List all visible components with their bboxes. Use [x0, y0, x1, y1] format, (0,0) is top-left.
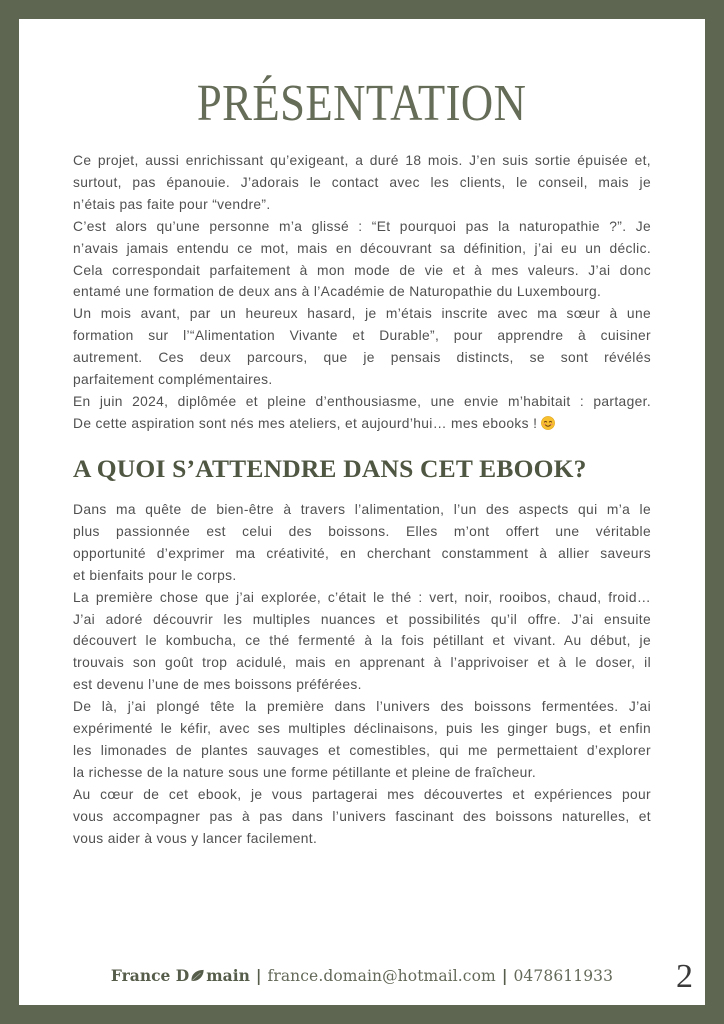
footer-separator: | [255, 966, 262, 985]
brand-logo [111, 966, 250, 985]
presentation-text [73, 150, 651, 435]
text-line: et bienfaits pour le corps. [73, 567, 237, 583]
text-line: n’étais pas faite pour “vendre”. [73, 196, 271, 212]
page-title [19, 75, 705, 132]
text-line: plus passionnée est celui des boissons. Elles m’ont offert une véritable [73, 523, 651, 539]
text-line: C’est alors qu’une personne m’a glissé : “Et pourquoi pas la naturopathie ?”. Je [73, 218, 651, 234]
brand-text-start: France D [110, 966, 190, 985]
text-line: la richesse de la nature sous une forme pétillante et pleine de fraîcheur. [73, 764, 537, 780]
text-line: découvert le kombucha, ce thé fermenté à la fois pétillant et vivant. Au début, je [73, 633, 651, 649]
brand-text-end: main [206, 966, 250, 985]
text-line: parfaitement complémentaires. [73, 372, 273, 388]
footer-separator: | [501, 966, 508, 985]
text-line: n’avais jamais entendu ce mot, mais en découvrant sa définition, j’ai eu un déclic. [73, 240, 651, 256]
paragraph [73, 391, 651, 435]
footer [19, 965, 705, 987]
text-line: les limonades de plantes sauvages et comestibles, qui me permettaient d’explorer [73, 742, 651, 758]
paragraph [73, 587, 651, 697]
text-line: Dans ma quête de bien-être à travers l’alimentation, l’un des aspects qui m’a le [73, 502, 651, 517]
text-line: entamé une formation de deux ans à l’Académie de Naturopathie du Luxembourg. [73, 284, 602, 300]
paragraph [73, 784, 651, 850]
page-sheet [19, 19, 705, 1005]
text-line: trouvais son goût trop acidulé, mais en apprenant à l’apprivoiser et à le doser, il [73, 655, 651, 671]
leaf-icon [190, 969, 205, 982]
page-number: 2 [676, 958, 693, 995]
text-line: vous aider à vous y lancer facilement. [73, 830, 318, 846]
smiling-face-icon [541, 416, 555, 430]
text-line: Au cœur de cet ebook, je vous partagerai mes découvertes et expériences pour [73, 786, 651, 802]
text-line-content: De cette aspiration sont nés mes ateliers, et aujourd’hui… mes ebooks ! [73, 415, 538, 431]
text-line: vous accompagner pas à pas dans l’univers fascinant des boissons naturelles, et [73, 808, 651, 824]
page-title-text: PRÉSENTATION [197, 75, 527, 132]
paragraph [73, 150, 651, 216]
text-line: Ce projet, aussi enrichissant qu’exigeant, a duré 18 mois. J’en suis sortie épuisée et, [73, 153, 651, 168]
text-line: J’ai adoré découvrir les multiples nuances et possibilités qu’il offre. J’ai ensuite [73, 611, 651, 627]
text-line: La première chose que j’ai explorée, c’était le thé : vert, noir, rooibos, chaud, froid… [73, 589, 651, 605]
ebook-section-text [73, 499, 651, 850]
phone-number: 0478611933 [513, 967, 614, 985]
text-line: Un mois avant, par un heureux hasard, je m’étais inscrite avec ma sœur à une [73, 306, 651, 322]
text-line: formation sur l’“Alimentation Vivante et Durable”, pour apprendre à cuisiner [73, 328, 651, 344]
section-heading: A QUOI S’ATTENDRE DANS CET EBOOK? [73, 454, 587, 483]
text-line: est devenu l’une de mes boissons préférées. [73, 677, 362, 693]
text-line: expérimenté le kéfir, avec ses multiples déclinaisons, puis les ginger bugs, et enfin [73, 721, 651, 737]
email-address: france.domain@hotmail.com [267, 967, 496, 985]
text-line: surtout, pas épanouie. J’adorais le contact avec les clients, le conseil, mais je [73, 174, 651, 190]
paragraph [73, 303, 651, 391]
text-line: opportunité d’exprimer ma créativité, en cherchant constamment à allier saveurs [73, 545, 651, 561]
text-line: autrement. Ces deux parcours, que je pensais distincts, se sont révélés [73, 350, 651, 366]
text-line: En juin 2024, diplômée et pleine d’enthousiasme, une envie m’habitait : partager. [73, 393, 651, 409]
paragraph [73, 216, 651, 304]
paragraph [73, 499, 651, 587]
paragraph [73, 696, 651, 784]
text-line [73, 413, 651, 435]
text-line: De là, j’ai plongé tête la première dans l’univers des boissons fermentées. J’ai [73, 699, 651, 715]
text-line: Cela correspondait parfaitement à mon mode de vie et à mes valeurs. J’ai donc [73, 262, 651, 278]
